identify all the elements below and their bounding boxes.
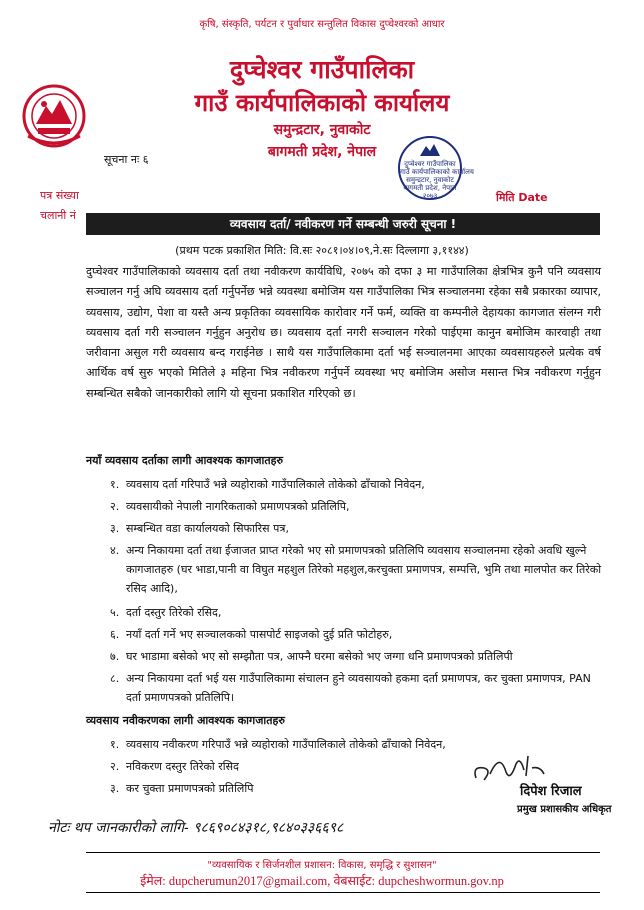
list-number: १. — [110, 478, 120, 491]
list-number: ४. — [110, 544, 120, 557]
list-number: ३. — [110, 522, 120, 535]
header-motto: कृषि, संस्कृति, पर्यटन र पुर्वाधार सन्तुलित विकास दुप्चेश्वरको आधार — [199, 19, 445, 30]
list-item — [110, 625, 604, 644]
list-number: १. — [110, 738, 120, 751]
footer-contact: ईमेल: dupcherumun2017@gmail.com, वेबसाईट: dupcheshwormun.gov.np — [140, 874, 504, 888]
list-number: ६. — [110, 628, 120, 641]
dispatch-number-label: चलानी नं — [40, 209, 76, 222]
list-number: २. — [110, 500, 120, 513]
seal-text — [400, 160, 474, 200]
list-text: व्यवसाय नवीकरण गरिपाउँ भन्ने व्यहोराको गाउँपालिकाले तोकेको ढाँचाको निवेदन, — [126, 738, 446, 751]
footer-divider — [86, 852, 600, 853]
list-text: व्यवसाय दर्ता गरिपाउँ भन्ने व्यहोराको गाउँपालिकाले तोकेको ढाँचाको निवेदन, — [126, 478, 425, 491]
list-item — [110, 757, 490, 776]
office-title: गाउँ कार्यपालिकाको कार्यालय — [194, 89, 450, 117]
list-item — [110, 519, 604, 538]
seal-line: समुन्द्रटार, नुवाकोट — [406, 176, 454, 184]
list-item — [110, 779, 490, 798]
list-item — [110, 475, 604, 494]
seal-line: दुप्चेश्वर गाउँपालिका — [404, 160, 456, 168]
list-text: घर भाडामा बसेको भए सो सम्झौता पत्र, आफ्नै घरमा बसेको भए जग्गा धनि प्रमाणपत्रको प्रतिलिपी — [126, 650, 513, 663]
list-text: सम्बन्धित वडा कार्यालयको सिफारिस पत्र, — [126, 522, 289, 535]
list-number: ५. — [110, 606, 120, 619]
list-number: ३. — [110, 782, 120, 795]
footer-bottom-divider — [86, 892, 600, 893]
notice-body: दुप्चेश्वर गाउँपालिकाको व्यवसाय दर्ता तथा नवीकरण कार्यविधि, २०७५ को दफा ३ मा गाउँपालिका क्षेत्रभित्र कुनै पनि व्यवसाय सञ्चालन गर्नु अघि व्यवसाय दर्ता गर्नुपर्नेछ भन्ने व्यवस्था बमोजिम यस गाउँपालिका भित्र सञ्चालनमा रहेका सबै प्रकारका व्यापार, व्यवसाय, उद्योग, पेशा वा यस्तै अन्य प्रकृतिका व्यवसायिक कारोवार गर्ने फर्म, व्यक्ति वा कम्पनीले देहायका कागजात संलग्न गरी व्यवसाय दर्ता गरी सञ्चालन गर्नुहुन अनुरोध छ। व्यवसाय दर्ता नगरी सञ्चालन गरेको पाईएमा कानुन बमोजिम कारवाही तथा जरीवाना असुल गरी व्यवसाय बन्द गराईनेछ । साथै यस गाउँपालिकामा दर्ता भई सञ्चालनमा आएका व्यवसायहरुले प्रत्येक वर्ष आर्थिक वर्ष सुरु भएको मितिले ३ महिना भित्र नवीकरण गर्नुपर्ने व्यवस्था भए बमोजिम असोज मसान्त भित्र नवीकरण गर्नुहुन सम्बन्धित सबैको जानकारीको लागि यो सूचना प्रकाशित गरिएको छ। — [86, 265, 601, 400]
list-text: नविकरण दस्तुर तिरेको रसिद — [126, 760, 239, 773]
list-number: २. — [110, 760, 120, 773]
seal-emblem-icon — [418, 142, 442, 158]
seal-line: गाउँ कार्यपालिकाको कार्यालय — [400, 168, 474, 176]
footer-slogan: "व्यवसायिक र सिर्जनशील प्रशासन: विकास, समृद्धि र सुशासन" — [207, 860, 437, 871]
notice-banner: व्यवसाय दर्ता/ नवीकरण गर्ने सम्बन्धी जरुरी सूचना ! — [86, 213, 600, 235]
letter-number-label: पत्र संख्या — [40, 189, 79, 202]
list-text: नयाँ दर्ता गर्ने भए सञ्चालकको पासपोर्ट साइजको दुई प्रति फोटोहरु, — [126, 628, 393, 641]
list-item — [110, 735, 490, 754]
list-item — [110, 669, 604, 707]
list-number: ८. — [110, 672, 120, 685]
list-text: दर्ता दस्तुर तिरेको रसिद, — [126, 606, 222, 619]
list-item — [110, 541, 604, 598]
list-item — [110, 603, 604, 622]
list-number: ७. — [110, 650, 120, 663]
signer-title: प्रमुख प्रशासकीय अधिकृत — [517, 804, 612, 815]
signer-name: दिपेश रिजाल — [520, 784, 582, 799]
seal-line: बागमती प्रदेश, नेपाल — [403, 184, 457, 192]
handwritten-contact-note: नोटः थप जानकारीको लागि- ९८६९०८४३१८,९८४०३३६६९८ — [48, 820, 344, 836]
list-text: अन्य निकायमा दर्ता तथा ईजाजत प्राप्त गरेको भए सो प्रमाणपत्रको प्रतिलिपि व्यवसाय सञ्चालनमा रहेको अवधि खुल्ने कागजातहरु (घर भाडा,पानी वा विघुत महशुल तिरेको महशुल,करचुक्ता प्रमाणपत्र, सम्पत्ति, भुमि तथा मालपोत कर तिरेको रसिद आदि), — [126, 544, 602, 595]
office-seal — [398, 136, 474, 200]
date-label: मिति Date — [496, 191, 548, 204]
list-item — [110, 497, 604, 516]
list-text: अन्य निकायमा दर्ता भई यस गाउँपालिकामा संचालन हुने व्यवसायको हकमा दर्ता प्रमाणपत्र, कर चुक्ता प्रमाणपत्र, PAN दर्ता प्रमाणपत्रको प्रतिलिपि। — [126, 672, 591, 704]
address-line-2: बागमती प्रदेश, नेपाल — [267, 144, 377, 160]
renewal-heading: व्यवसाय नवीकरणका लागी आवश्यक कागजातहरु — [86, 714, 285, 727]
registration-heading: नयाँ व्यवसाय दर्ताका लागी आवश्यक कागजातहरु — [86, 454, 284, 467]
municipality-title: दुप्चेश्वर गाउँपालिका — [229, 55, 415, 84]
list-text: कर चुक्ता प्रमाणपत्रको प्रतिलिपि — [126, 782, 254, 795]
publication-date: (प्रथम पटक प्रकाशित मिति: वि.सः २०८१।०४।०९,ने.सः दिल्लागा ३,११४४) — [175, 244, 469, 257]
list-item — [110, 647, 604, 666]
address-line-1: समुन्द्रटार, नुवाकोट — [273, 122, 371, 138]
list-text: व्यवसायीको नेपाली नागरिकताको प्रमाणपत्रको प्रतिलिपि, — [126, 500, 350, 513]
seal-line: २०७३ — [422, 192, 438, 200]
notice-number: सूचना नः ६ — [104, 153, 149, 166]
